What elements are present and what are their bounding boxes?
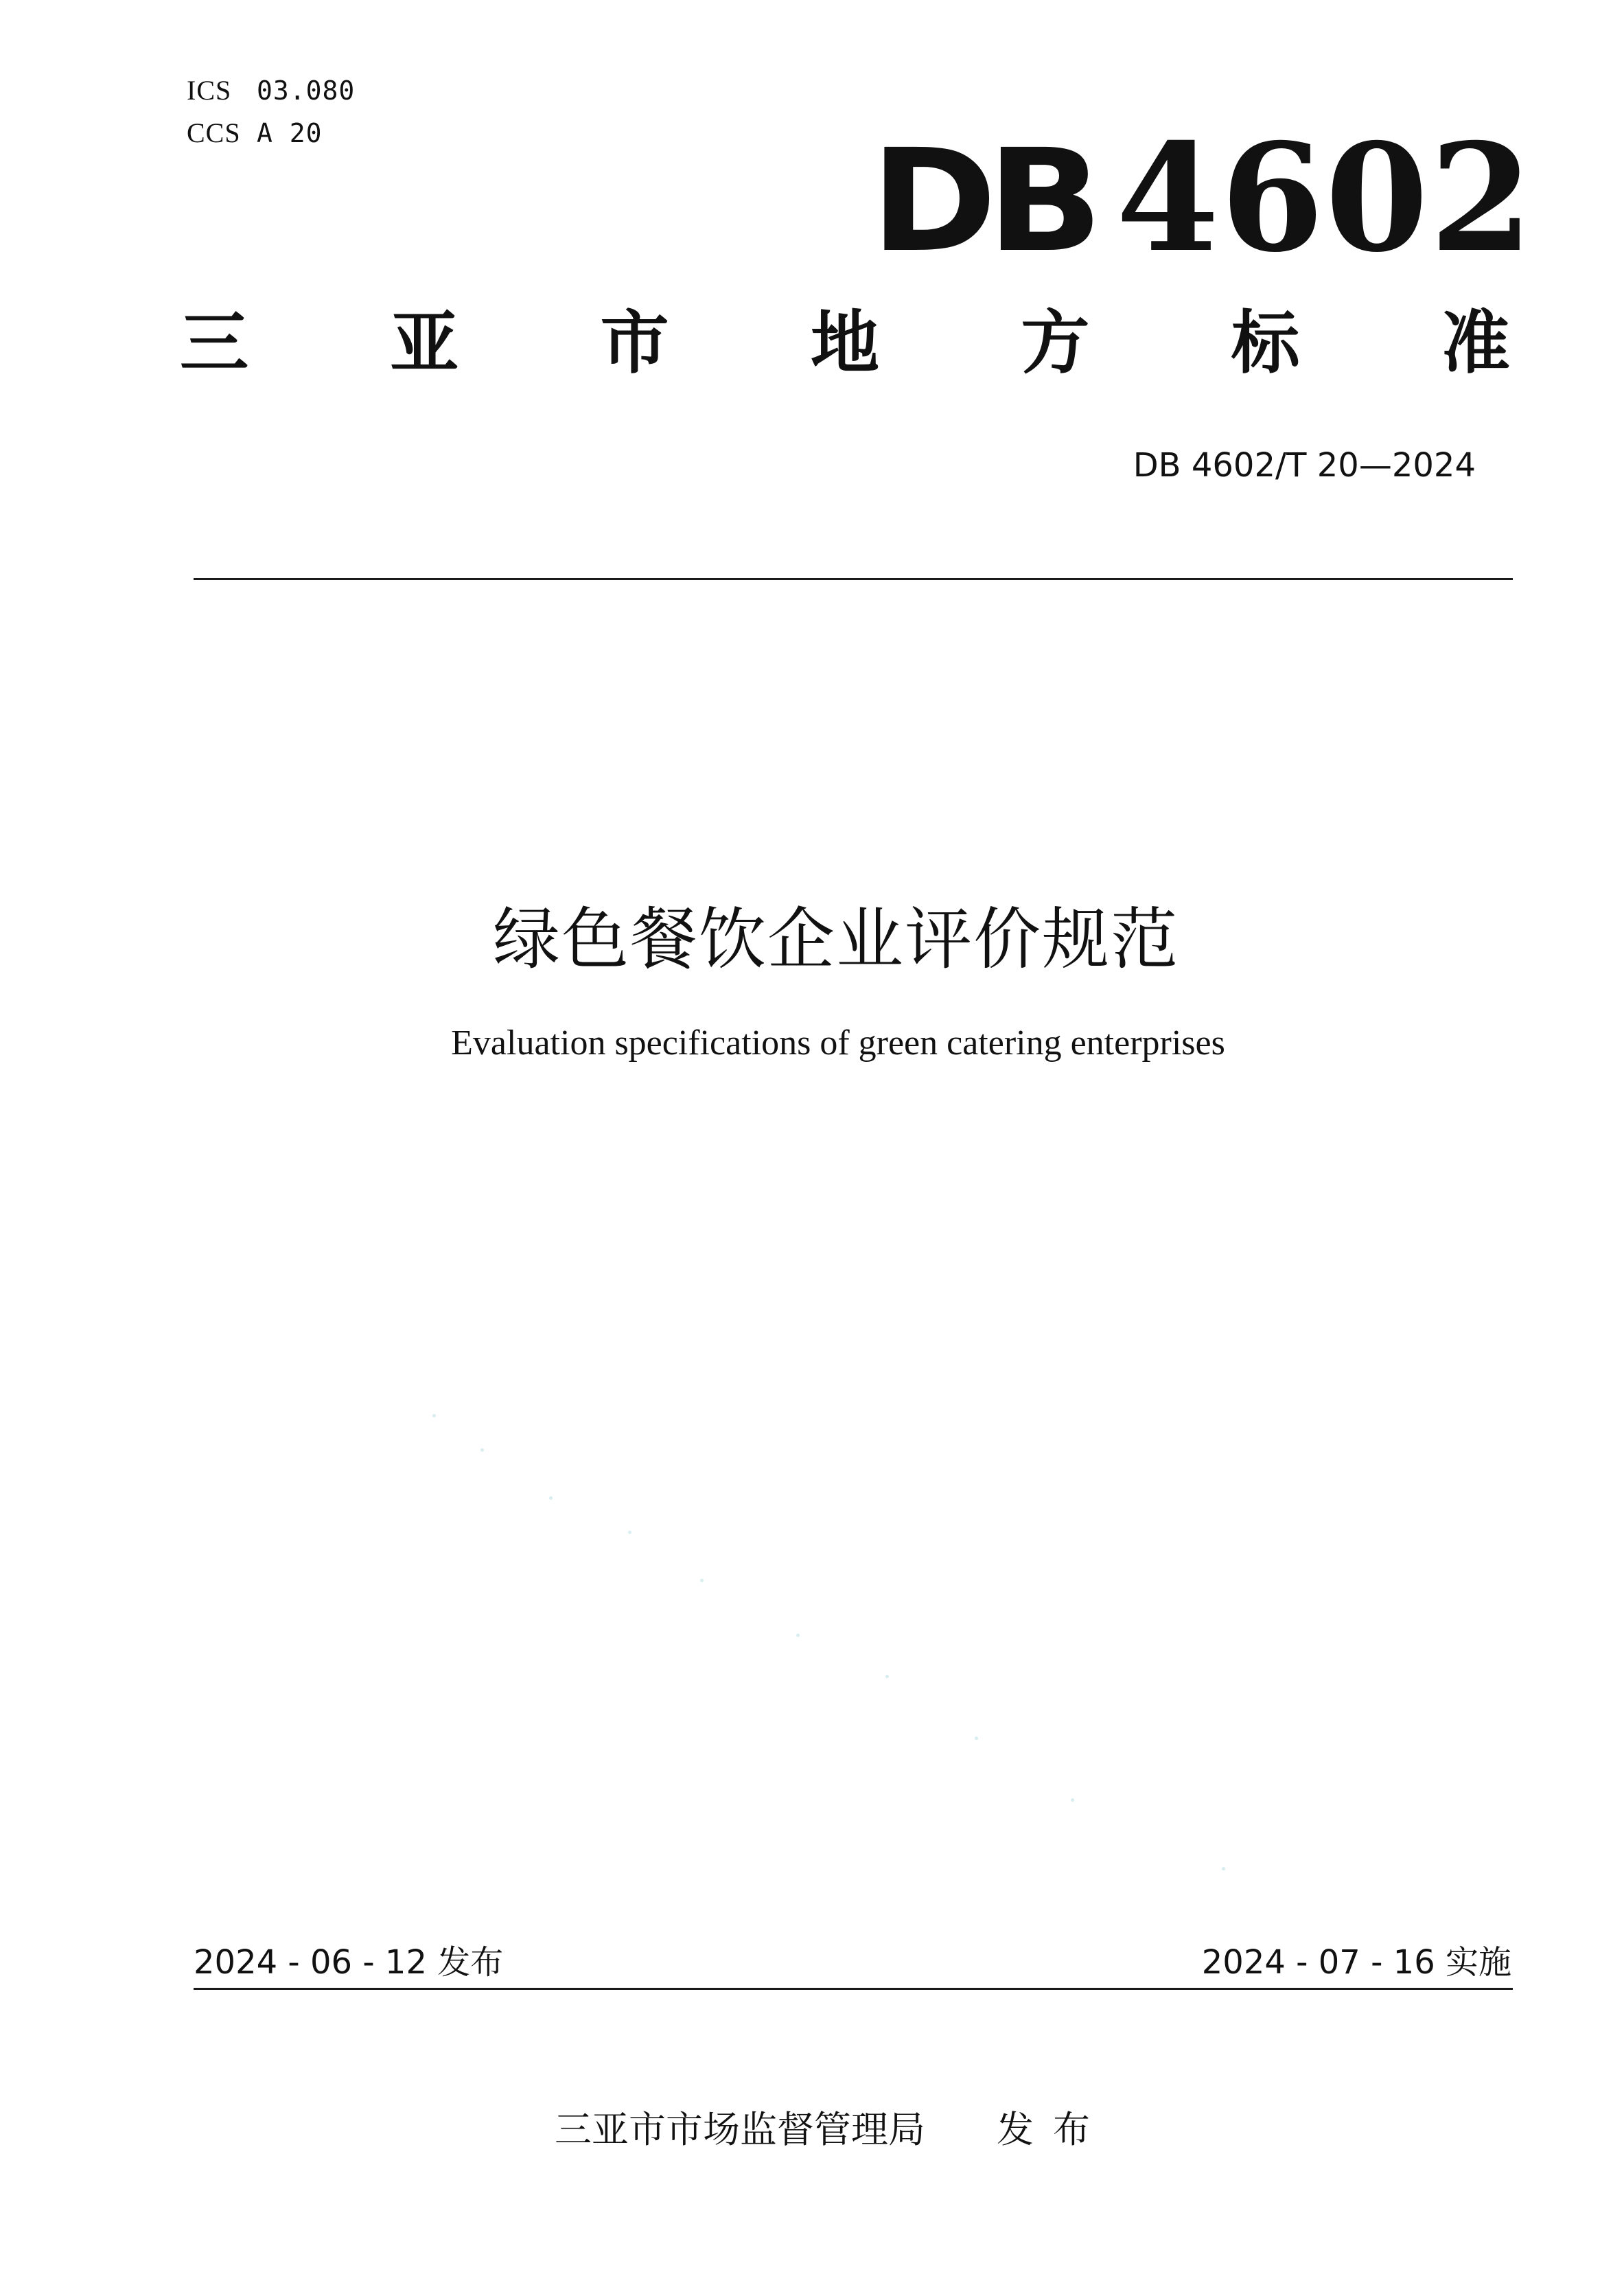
publish-date: 2024 - 06 - 12 发布 [194,1943,504,1982]
standard-kind-char: 亚 [390,303,459,383]
scan-speckle [628,1531,631,1534]
scan-speckle [549,1496,553,1500]
footer-divider [194,1988,1513,1990]
header-divider [194,578,1513,580]
standard-kind-heading [180,303,1510,383]
ccs-label: CCS [187,117,241,148]
issuer-name: 三亚市市场监督管理局 [555,2108,925,2151]
scan-speckle [885,1675,889,1678]
db-letters: DB [870,119,1093,283]
ics-code [187,74,355,106]
standard-number: DB 4602/T 20—2024 [1133,446,1476,485]
document-title-english: Evaluation specifications of green catering enterprises [451,1023,1225,1063]
ccs-code [187,117,323,149]
document-title-chinese: 绿色餐饮企业评价规范 [492,901,1179,979]
standard-kind-char: 三 [180,303,248,383]
scan-speckle [480,1448,484,1452]
db-standard-mark [870,111,1535,285]
standard-kind-char: 准 [1441,303,1510,383]
issuer-line [555,2100,1109,2153]
ics-value: 03.080 [257,76,356,106]
scan-speckle [796,1634,800,1637]
ics-label: ICS [187,75,232,106]
standard-kind-char: 地 [810,303,879,383]
ccs-value: A 20 [257,118,323,148]
scan-speckle [700,1579,704,1582]
standard-kind-char: 标 [1231,303,1300,383]
effective-date: 2024 - 07 - 16 实施 [1201,1943,1511,1982]
scan-speckle [432,1414,436,1417]
standard-kind-char: 市 [600,303,669,383]
scan-speckle [1071,1798,1074,1802]
db-region-number: 4602 [1116,111,1535,285]
scan-speckle [1222,1867,1225,1870]
scan-speckle [975,1737,978,1740]
standard-kind-char: 方 [1021,303,1090,383]
issuer-action: 发布 [997,2108,1109,2151]
